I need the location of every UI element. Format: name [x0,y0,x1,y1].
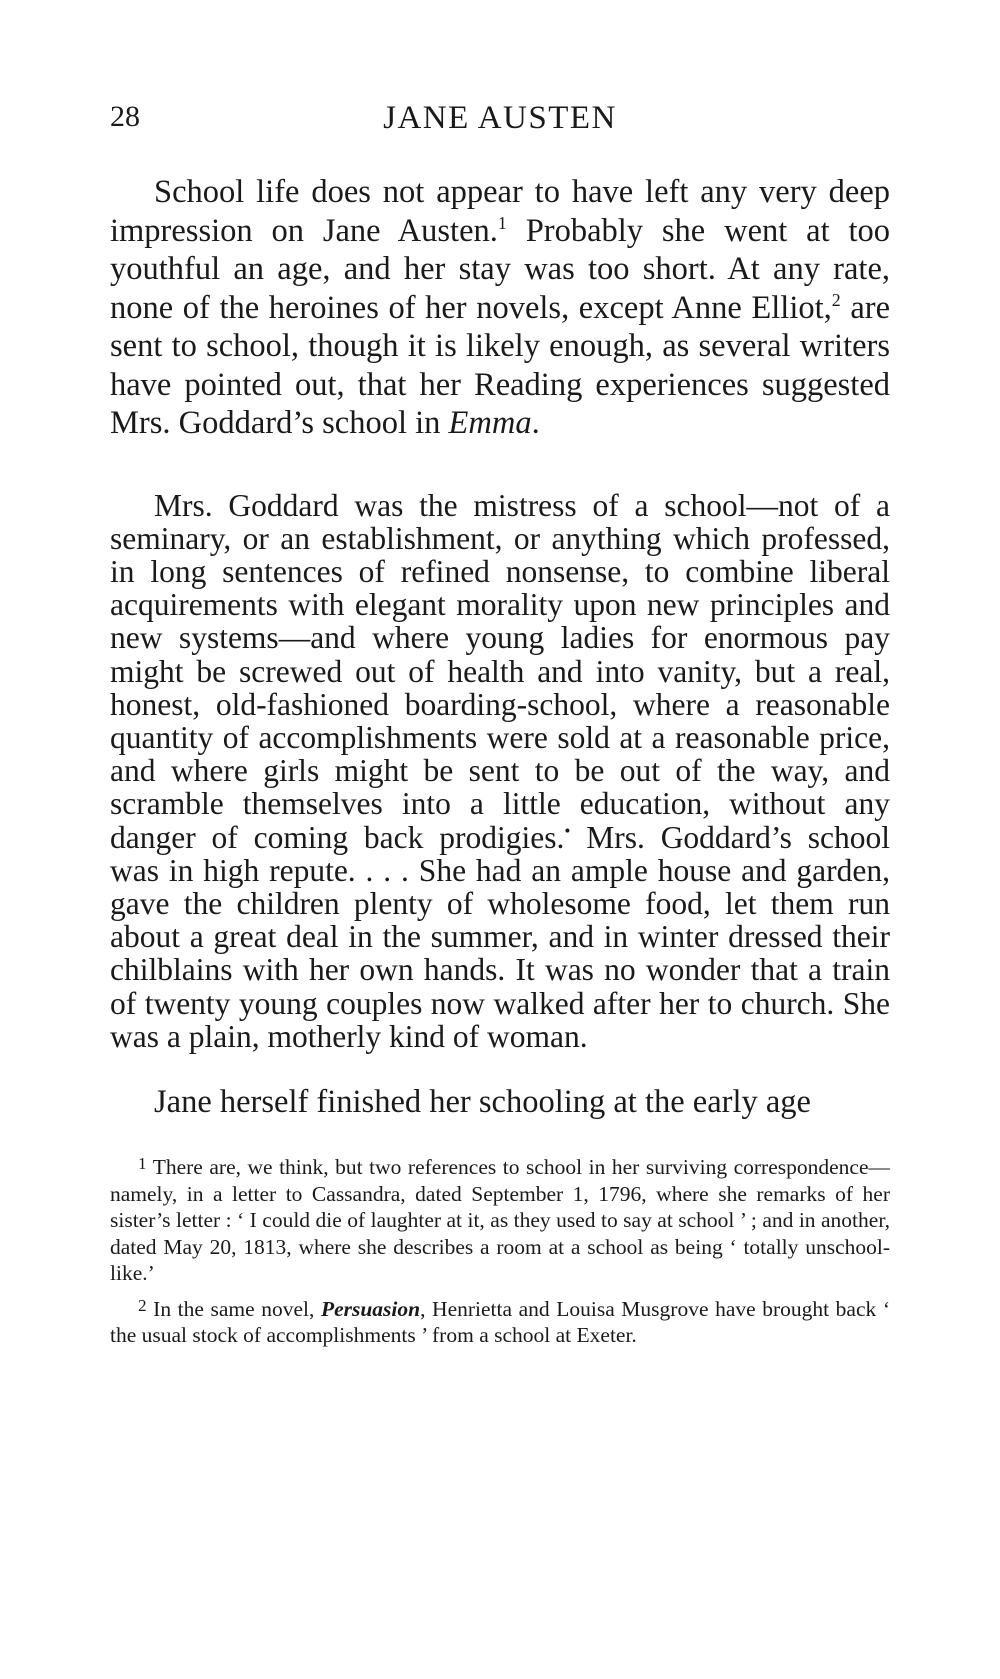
para1-text-1: School life does not appear to have left any very deep impression on Jane Austen. [110,174,890,249]
page-number: 28 [110,100,140,133]
quote-text-2: Mrs. Goddard’s school was in high repute. . . . She had an ample house and garden, gave the children plenty of wholesome food, let them run about a great deal in the summer, and in winter dressed their chilblains with her own hands. It was no wonder that a train of twenty young couples now walked after her to church. She was a plain, motherly kind of woman. [110,819,890,1054]
footnote-1-mark: 1 [138,1154,147,1174]
block-quote [110,489,890,1053]
quote-mark: • [564,821,571,841]
para1-text-4: . [531,405,540,441]
emma-title: Emma [448,405,532,441]
persuasion-title: Persuasion [320,1296,421,1321]
body-paragraph-2: Jane herself finished her schooling at the early age [154,1083,811,1120]
footnote-2-text-2: , Henrietta and Louisa Musgrove have brought back ‘ the usual stock of accomplishments ’ from a school at Exeter. [110,1296,890,1348]
footnote-ref-2: 2 [831,289,841,310]
page-header [110,90,890,140]
book-page [110,90,890,1355]
footnote-2-text-1: In the same novel, [146,1296,321,1321]
footnote-ref-1: 1 [497,212,507,233]
running-title: JANE AUSTEN [383,100,617,136]
para1-text-2: Probably she went at too youthful an age, and her stay was too short. At any rate, none of the heroines of her novels, except Anne Elliot, [110,212,890,326]
footnote-2 [110,1293,890,1349]
footnotes [110,1151,890,1348]
footnote-1 [110,1151,890,1286]
para1-text-3: are sent to school, though it is likely enough, as several writers have pointed out, that her Reading experiences suggested Mrs. Goddard’s school in [110,289,890,441]
body-paragraph-1 [110,173,890,443]
footnote-1-text: There are, we think, but two references to school in her surviving correspondence—namely, in a letter to Cassandra, dated September 1, 1796, where she remarks of her sister’s letter : ‘ I could die of laughter at it, as they used to say at school ’ ; and in another, dated May 20, 1813, where she describes a room at a school as being ‘ totally unschool-like.’ [110,1155,890,1286]
footnote-2-mark: 2 [138,1295,147,1315]
quote-text-1: Mrs. Goddard was the mistress of a school—not of a seminary, or an establishment, or anything which professed, in long sentences of refined nonsense, to combine liberal acquirements with elegant morality upon new principles and new systems—and where young ladies for enormous pay might be screwed out of health and into vanity, but a real, honest, old-fashioned boarding-school, where a reasonable quantity of accomplishments were sold at a reasonable price, and where girls might be sent to be out of the way, and scramble themselves into a little education, without any danger of coming back prodigies. [110,487,890,855]
